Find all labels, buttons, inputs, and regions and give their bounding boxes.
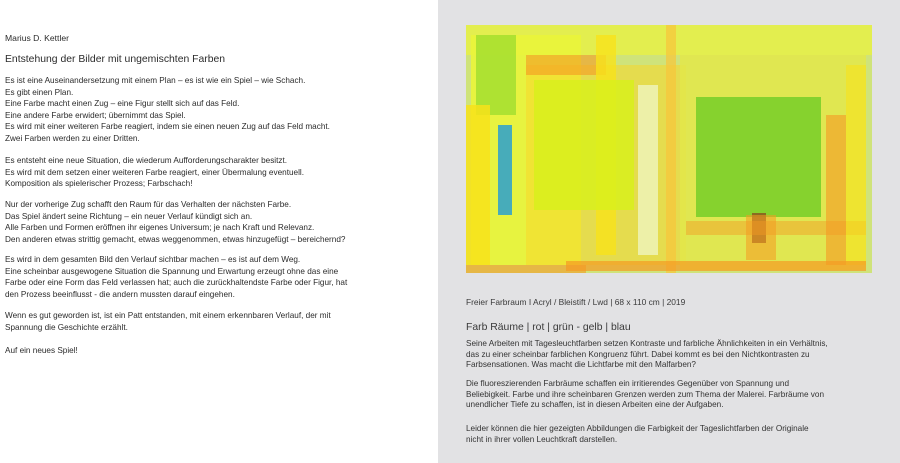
text-line: Zwei Farben werden zu einer Dritten. <box>5 133 140 143</box>
paragraph-1 <box>5 75 330 145</box>
text-line: Farbe oder eine Form das Feld verlassen hat; auch die zurückhaltendste Farbe oder Figur, hat <box>5 278 348 288</box>
right-paragraph-3 <box>466 424 809 445</box>
text-line: Komposition als spielerischer Prozess; Farbschach! <box>5 179 193 189</box>
text-line: Den anderen etwas strittig gemacht, etwas weggenommen, etwas hinzugefügt – bereichernd? <box>5 234 346 244</box>
text-line: das zu einer scheinbar farblichen Kongruenz führt. Dabei kommt es bei den Nichtkontrasten zu <box>466 349 810 359</box>
text-line: Spannung die Geschichte erzählt. <box>5 322 128 332</box>
text-line: Es wird in dem gesamten Bild den Verlauf sichtbar machen – es ist auf dem Weg. <box>5 255 301 264</box>
right-paragraph-1 <box>466 339 828 371</box>
text-line: den Prozess beeinflusst - die andern mussten darauf eingehen. <box>5 289 235 299</box>
text-line: Eine Farbe macht einen Zug – eine Figur stellt sich auf das Feld. <box>5 99 240 109</box>
text-line: Alle Farben und Formen eröffnen ihr eigenes Universum; je nach Kraft und Relevanz. <box>5 223 315 233</box>
text-line: Nur der vorherige Zug schafft den Raum für das Verhalten der nächsten Farbe. <box>5 200 292 209</box>
author-name: Marius D. Kettler <box>5 33 69 43</box>
text-line: Die fluoreszierenden Farbräume schaffen ein irritierendes Gegenüber von Spannung und <box>466 379 790 388</box>
paragraph-3 <box>5 199 345 245</box>
text-line: Eine scheinbar ausgewogene Situation die Spannung und Erwartung erzeugt ohne das eine <box>5 266 339 276</box>
painting-caption: Freier Farbraum I Acryl / Bleistift / Lwd | 68 x 110 cm | 2019 <box>466 297 686 307</box>
text-line: nicht in ihrer vollen Leuchtkraft darstellen. <box>466 434 618 444</box>
painting-image <box>466 25 872 273</box>
text-line: Es ist eine Auseinandersetzung mit einem Plan – es ist wie ein Spiel – wie Schach. <box>5 76 306 85</box>
paragraph-5 <box>5 310 331 333</box>
text-line: Auf ein neues Spiel! <box>5 346 78 355</box>
essay-title: Entstehung der Bilder mit ungemischten Farben <box>5 54 226 65</box>
text-line: Eine andere Farbe erwidert; übernimmt das Spiel. <box>5 110 186 120</box>
text-line: Leider können die hier gezeigten Abbildungen die Farbigkeit der Tageslichtfarben der Originale <box>466 424 809 433</box>
text-line: Seine Arbeiten mit Tagesleuchtfarben setzen Kontraste und farbliche Ähnlichkeiten in ein Verhältnis, <box>466 339 828 348</box>
left-page <box>0 0 438 463</box>
text-line: Es gibt einen Plan. <box>5 87 74 97</box>
right-paragraph-2 <box>466 379 824 411</box>
paragraph-6 <box>5 345 78 357</box>
text-line: Es wird mit dem setzen einer weiteren Farbe reagiert, einer Übermalung eventuell. <box>5 167 304 177</box>
paragraph-2 <box>5 155 304 190</box>
text-line: Das Spiel ändert seine Richtung – ein neuer Verlauf kündigt sich an. <box>5 211 253 221</box>
section-subtitle: Farb Räume | rot | grün - gelb | blau <box>466 322 631 333</box>
text-line: unendlicher Tiefe zu schaffen, ist in diesen Arbeiten eine der Aufgaben. <box>466 400 724 410</box>
text-line: Es entsteht eine neue Situation, die wiederum Aufforderungscharakter besitzt. <box>5 156 288 165</box>
paragraph-4 <box>5 254 347 300</box>
text-line: Beliebigkeit. Farbe und ihre scheinbaren Grenzen werden zum Thema der Malerei. Farbräume von <box>466 389 825 399</box>
text-line: Es wird mit einer weiteren Farbe reagiert, indem sie einen neuen Zug auf das Feld macht. <box>5 122 330 132</box>
text-line: Wenn es gut geworden ist, ist ein Patt entstanden, mit einem erkennbaren Verlauf, der mit <box>5 311 331 320</box>
text-line: Farbsensationen. Was macht die Lichtfarbe mit den Malfarben? <box>466 360 696 370</box>
abstract-painting <box>466 25 872 273</box>
